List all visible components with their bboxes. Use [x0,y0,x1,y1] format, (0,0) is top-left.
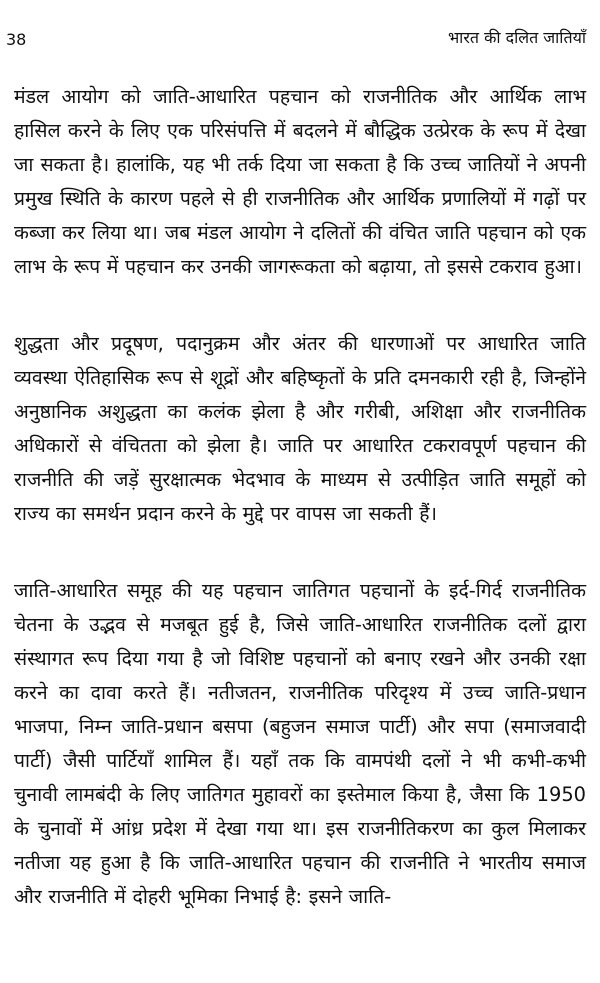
page-number: 38 [6,30,27,49]
paragraph: शुद्धता और प्रदूषण, पदानुक्रम और अंतर की धारणाओं पर आधारित जाति व्यवस्था ऐतिहासिक रूप से शूद्रों और बहिष्कृतों के प्रति दमनकारी रही है, जिन्होंने अनुष्ठानिक अशुद्धता का कलंक झेला है और गरीबी, अशिक्षा और राजनीतिक अधिकारों से वंचितता को झेला है। जाति पर आधारित टकरावपूर्ण पहचान की राजनीति की जड़ें सुरक्षात्मक भेदभाव के माध्यम से उत्पीड़ित जाति समूहों को राज्य का समर्थन प्रदान करने के मुद्दे पर वापस जा सकती हैं। [14,332,586,525]
paragraph: मंडल आयोग को जाति-आधारित पहचान को राजनीतिक और आर्थिक लाभ हासिल करने के लिए एक परिसंपत्ति में बदलने में बौद्धिक उत्प्रेरक के रूप में देखा जा सकता है। हालांकि, यह भी तर्क दिया जा सकता है कि उच्च जातियों ने अपनी प्रमुख स्थिति के कारण पहले से ही राजनीतिक और आर्थिक प्रणालियों में गढ़ों पर कब्जा कर लिया था। जब मंडल आयोग ने दलितों की वंचित जाति पहचान को एक लाभ के रूप में पहचान कर उनकी जागरूकता को बढ़ाया, तो इससे टकराव हुआ। [14,85,586,278]
body-text [14,80,586,914]
running-title: भारत की दलित जातियाँ [447,28,586,47]
paragraph: जाति-आधारित समूह की यह पहचान जातिगत पहचानों के इर्द-गिर्द राजनीतिक चेतना के उद्भव से मजबूत हुई है, जिसे जाति-आधारित राजनीतिक दलों द्वारा संस्थागत रूप दिया गया है जो विशिष्ट पहचानों को बनाए रखने और उनकी रक्षा करने का दावा करते हैं। नतीजतन, राजनीतिक परिदृश्य में उच्च जाति-प्रधान भाजपा, निम्न जाति-प्रधान बसपा (बहुजन समाज पार्टी) और सपा (समाजवादी पार्टी) जैसी पार्टियाँ शामिल हैं। यहाँ तक कि वामपंथी दलों ने भी कभी-कभी चुनावी लामबंदी के लिए जातिगत मुहावरों का इस्तेमाल किया है, जैसा कि 1950 के चुनावों में आंध्र प्रदेश में देखा गया था। इस राजनीतिकरण का कुल मिलाकर नतीजा यह हुआ है कि जाति-आधारित पहचान की राजनीति ने भारतीय समाज और राजनीति में दोहरी भूमिका निभाई है: इसने जाति- [14,579,586,908]
page-header [6,26,586,54]
